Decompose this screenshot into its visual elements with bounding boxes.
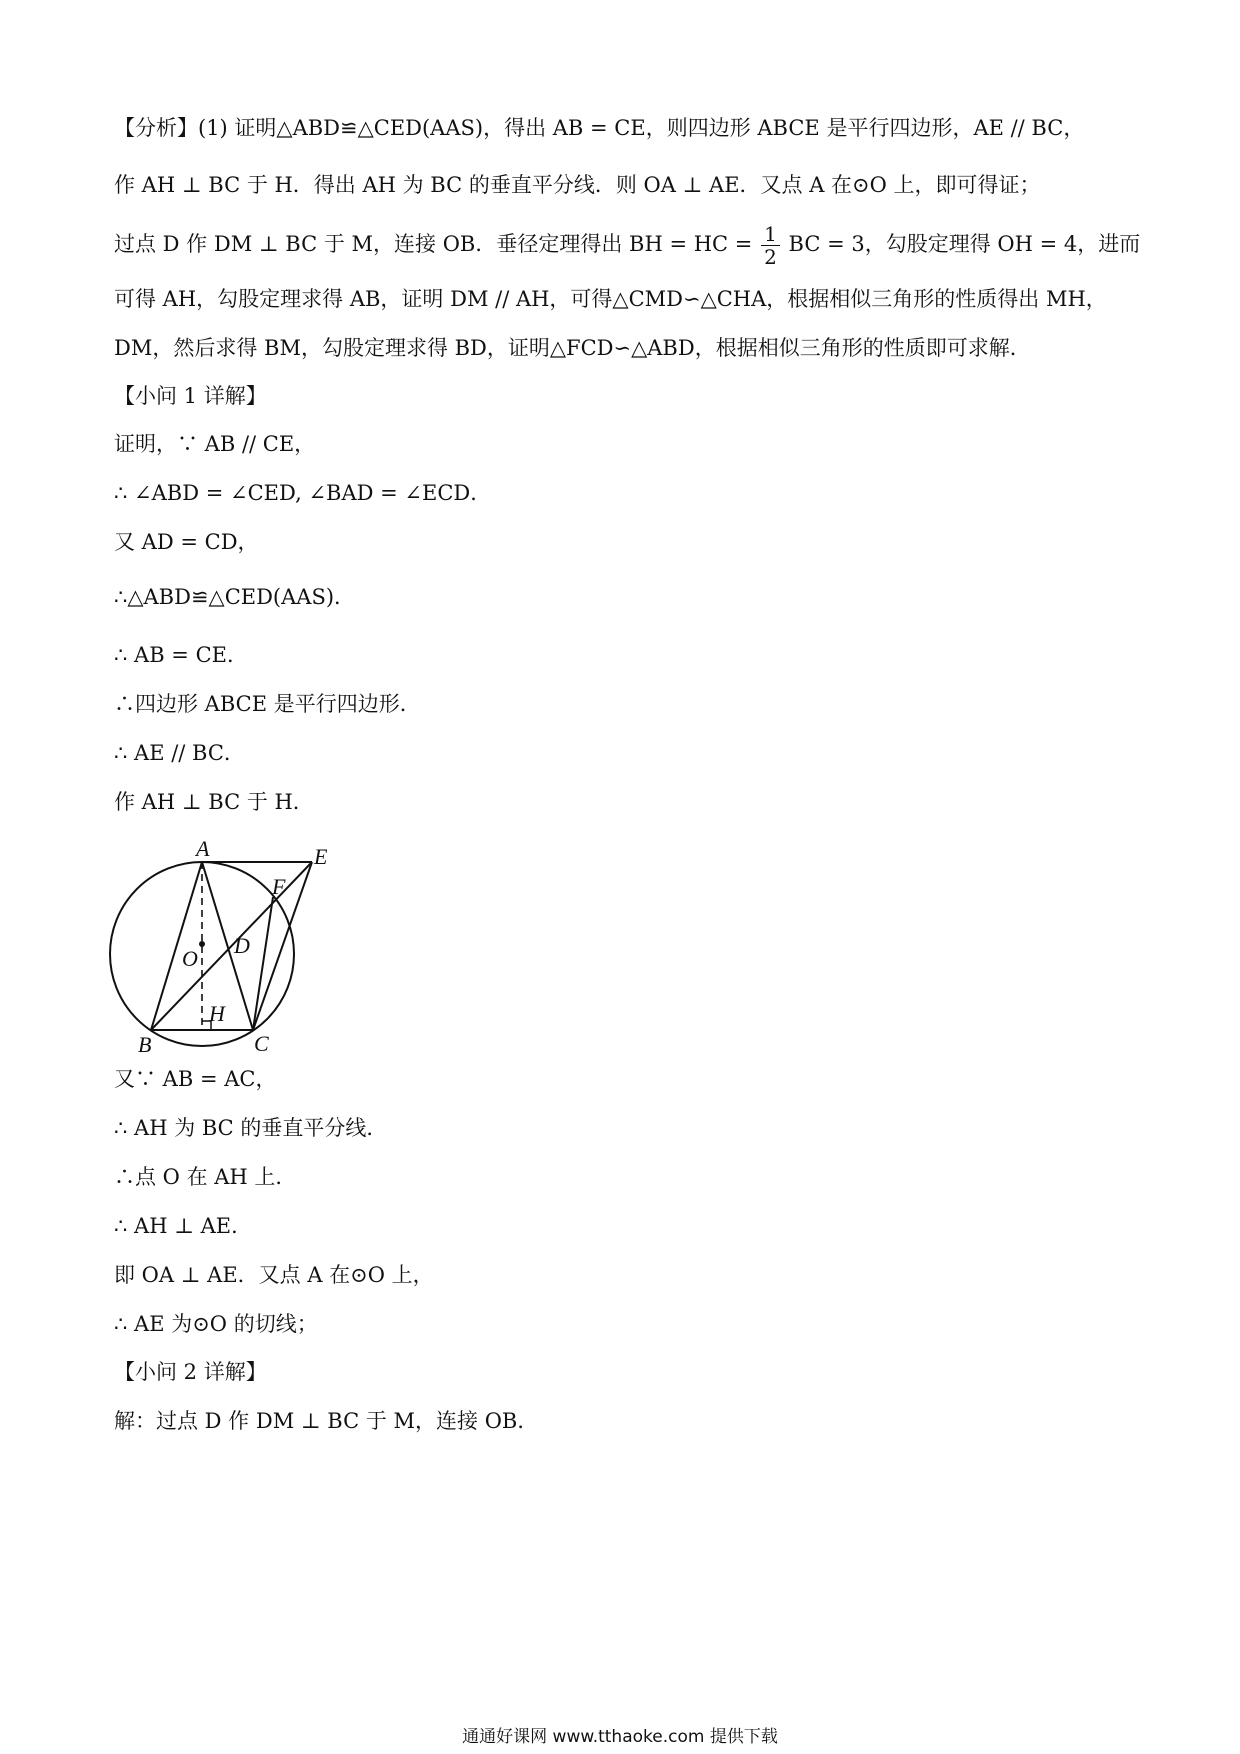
footer-watermark: 通通好课网 www.tthaoke.com 提供下载: [462, 1727, 778, 1747]
analysis-line-5: DM，然后求得 BM，勾股定理求得 BD，证明△FCD∽△ABD，根据相似三角形的性质即可求解．: [114, 336, 1031, 360]
part1-step-14: ∴ AE 为⊙O 的切线；: [114, 1312, 318, 1336]
analysis-line-3-start: 过点 D 作 DM ⊥ BC 于 M，连接 OB．垂径定理得出 BH = HC =: [114, 232, 753, 256]
part1-step-10: ∴ AH 为 BC 的垂直平分线．: [114, 1116, 388, 1140]
label-c: C: [254, 1031, 269, 1056]
part2-heading: 【小问 2 详解】: [114, 1360, 267, 1384]
part1-step-3: 又 AD = CD，: [114, 530, 259, 554]
label-e: E: [314, 844, 328, 869]
part2-step-1: 解：过点 D 作 DM ⊥ BC 于 M，连接 OB．: [114, 1409, 539, 1433]
part1-step-8: 作 AH ⊥ BC 于 H．: [114, 790, 314, 814]
center-point-o: [199, 941, 205, 947]
part1-step-11: ∴点 O 在 AH 上．: [114, 1165, 297, 1189]
geometry-figure: [108, 832, 368, 1062]
label-f: F: [272, 874, 286, 899]
label-o: O: [182, 946, 198, 971]
analysis-line-4: 可得 AH，勾股定理求得 AB，证明 DM // AH，可得△CMD∽△CHA，根据相似三角形的性质得出 MH，: [114, 287, 1107, 311]
label-b: B: [138, 1032, 152, 1057]
fraction-denominator: 2: [764, 245, 777, 269]
analysis-line-1: 【分析】(1) 证明△ABD≌△CED(AAS)，得出 AB = CE，则四边形 ABCE 是平行四边形，AE // BC，: [114, 116, 1085, 140]
segment-be: [151, 862, 312, 1030]
label-h: H: [209, 1001, 225, 1026]
part1-step-13: 即 OA ⊥ AE．又点 A 在⊙O 上，: [114, 1263, 434, 1287]
part1-step-2: ∴ ∠ABD = ∠CED, ∠BAD = ∠ECD．: [114, 481, 492, 505]
part1-step-9: 又∵ AB = AC，: [114, 1067, 277, 1091]
segment-cf: [253, 897, 273, 1030]
label-d: D: [234, 933, 250, 958]
fraction-numerator: 1: [761, 223, 780, 246]
analysis-line-3: [114, 223, 1144, 268]
part1-step-7: ∴ AE // BC．: [114, 741, 245, 765]
analysis-line-3-end: BC = 3，勾股定理得 OH = 4，进而: [788, 232, 1141, 256]
part1-step-1: 证明，∵ AB // CE，: [114, 432, 316, 456]
part1-step-5: ∴ AB = CE．: [114, 643, 248, 667]
part1-step-12: ∴ AH ⊥ AE．: [114, 1214, 253, 1238]
part1-step-4: ∴△ABD≌△CED(AAS)．: [114, 585, 356, 609]
fraction-one-half: [761, 223, 780, 268]
part1-step-6: ∴四边形 ABCE 是平行四边形．: [114, 692, 421, 716]
analysis-line-2: 作 AH ⊥ BC 于 H．得出 AH 为 BC 的垂直平分线．则 OA ⊥ AE．又点 A 在⊙O 上，即可得证；: [114, 173, 1041, 197]
label-a: A: [196, 836, 210, 861]
part1-heading: 【小问 1 详解】: [114, 384, 267, 408]
